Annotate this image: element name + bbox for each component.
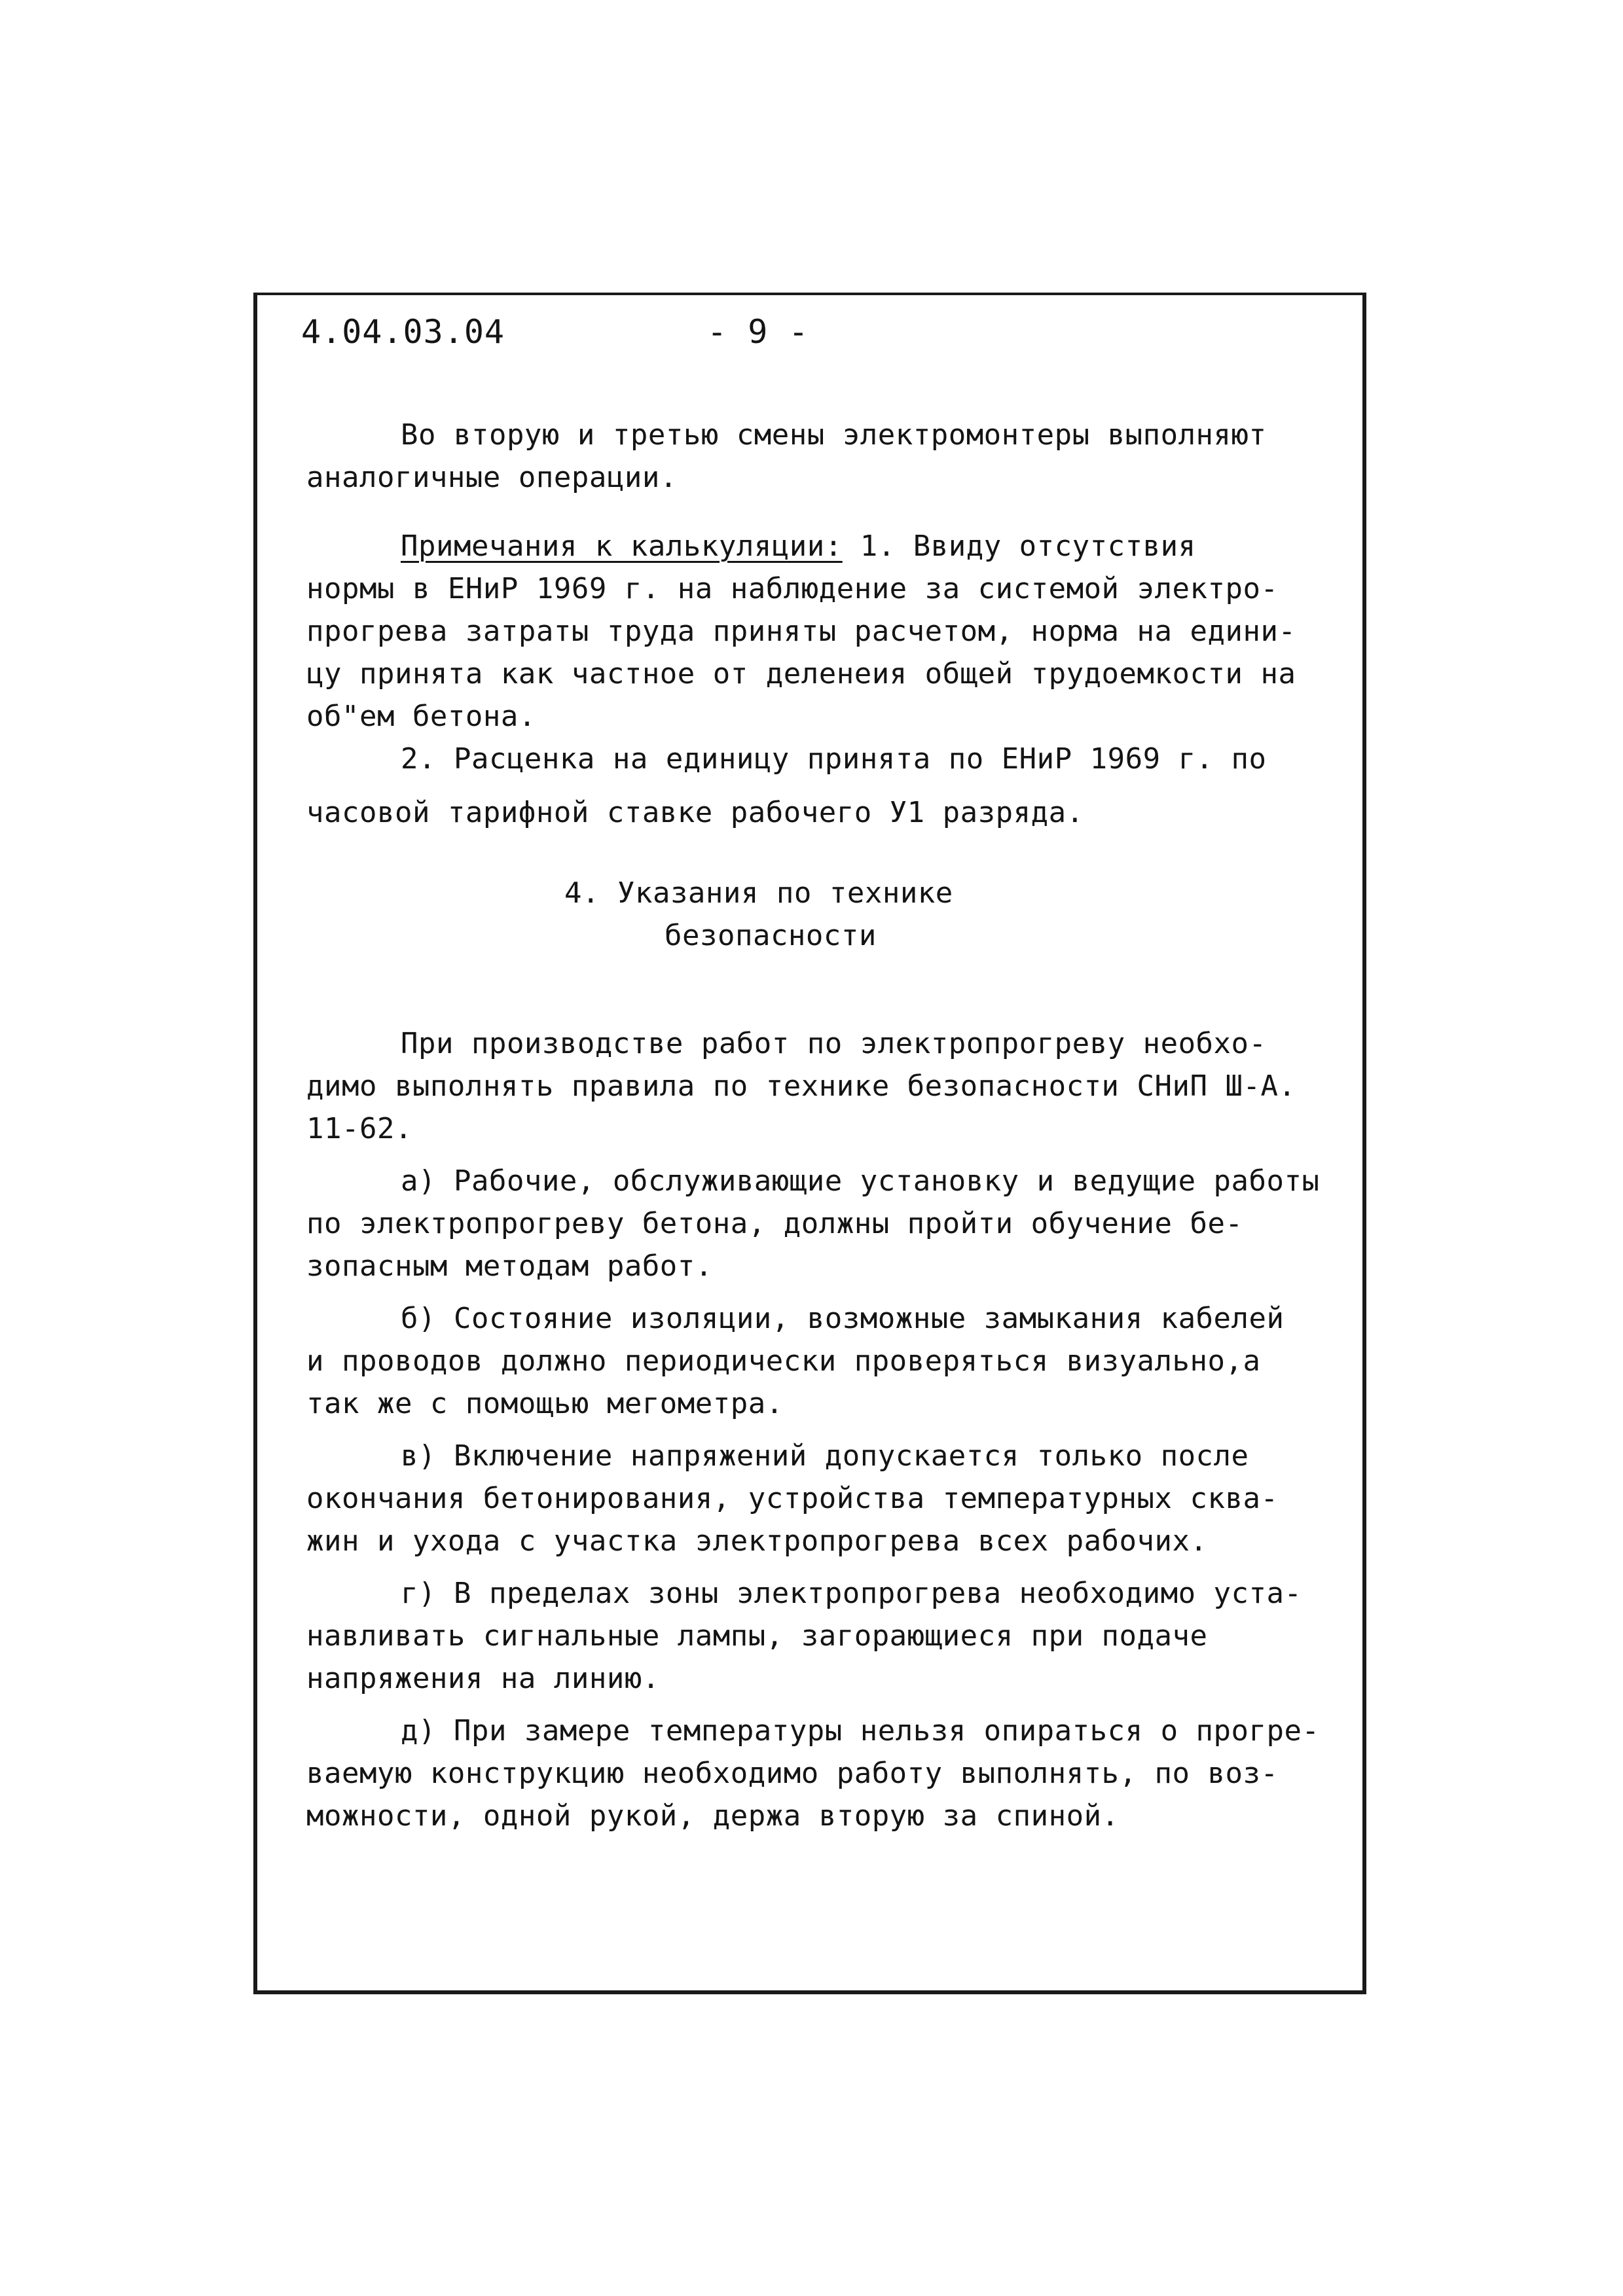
item-v-line: окончания бетонирования, устройства температурных сква- bbox=[306, 1482, 1279, 1515]
note2-line: 2. Расценка на единицу принята по ЕНиР 1969 г. по bbox=[401, 742, 1267, 776]
document-code: 4.04.03.04 bbox=[301, 313, 505, 351]
item-d-line: ваемую конструкцию необходимо работу выполнять, по воз- bbox=[306, 1757, 1279, 1790]
note1-first-rest: 1. Ввиду отсутствия bbox=[842, 529, 1196, 563]
note1-line: прогрева затраты труда приняты расчетом, норма на едини- bbox=[306, 615, 1296, 648]
note1-line: цу принята как частное от деленеия общей трудоемкости на bbox=[306, 657, 1296, 691]
item-g-line: навливать сигнальные лампы, загорающиеся при подаче bbox=[306, 1619, 1208, 1653]
item-d-line: д) При замере температуры нельзя опираться о прогре- bbox=[401, 1714, 1320, 1748]
item-b-line: и проводов должно периодически проверяться визуально,а bbox=[306, 1344, 1261, 1378]
page-number: - 9 - bbox=[707, 313, 809, 351]
note1-line: нормы в ЕНиР 1969 г. на наблюдение за системой электро- bbox=[306, 572, 1279, 605]
section-title-line-1: 4. Указания по технике bbox=[564, 876, 953, 910]
item-v-line: жин и ухода с участка электропрогрева всех рабочих. bbox=[306, 1524, 1208, 1558]
paragraph-shift-line-2: аналогичные операции. bbox=[306, 461, 678, 494]
item-d-line: можности, одной рукой, держа вторую за спиной. bbox=[306, 1799, 1120, 1833]
notes-first-line bbox=[401, 527, 1196, 566]
note1-line: об"ем бетона. bbox=[306, 700, 536, 733]
section-title-line-2: безопасности bbox=[665, 919, 877, 952]
item-b-line: так же с помощью мегометра. bbox=[306, 1387, 784, 1420]
intro-line: При производстве работ по электропрогреву необхо- bbox=[401, 1027, 1267, 1060]
item-g-line: напряжения на линию. bbox=[306, 1662, 660, 1695]
paragraph-shift-line-1: Во вторую и третью смены электромонтеры выполняют bbox=[401, 418, 1267, 452]
item-b-line: б) Состояние изоляции, возможные замыкания кабелей bbox=[401, 1302, 1285, 1335]
notes-heading: Примечания к калькуляции: bbox=[401, 529, 843, 563]
item-a-line: зопасным методам работ. bbox=[306, 1249, 713, 1283]
intro-line: димо выполнять правила по технике безопасности СНиП Ш-А. bbox=[306, 1069, 1296, 1103]
item-v-line: в) Включение напряжений допускается только после bbox=[401, 1439, 1249, 1473]
item-a-line: а) Рабочие, обслуживающие установку и ведущие работы bbox=[401, 1164, 1320, 1198]
note2-line: часовой тарифной ставке рабочего У1 разряда. bbox=[306, 796, 1084, 829]
intro-line: 11-62. bbox=[306, 1112, 412, 1145]
item-a-line: по электропрогреву бетона, должны пройти обучение бе- bbox=[306, 1207, 1243, 1240]
item-g-line: г) В пределах зоны электропрогрева необходимо уста- bbox=[401, 1577, 1302, 1610]
